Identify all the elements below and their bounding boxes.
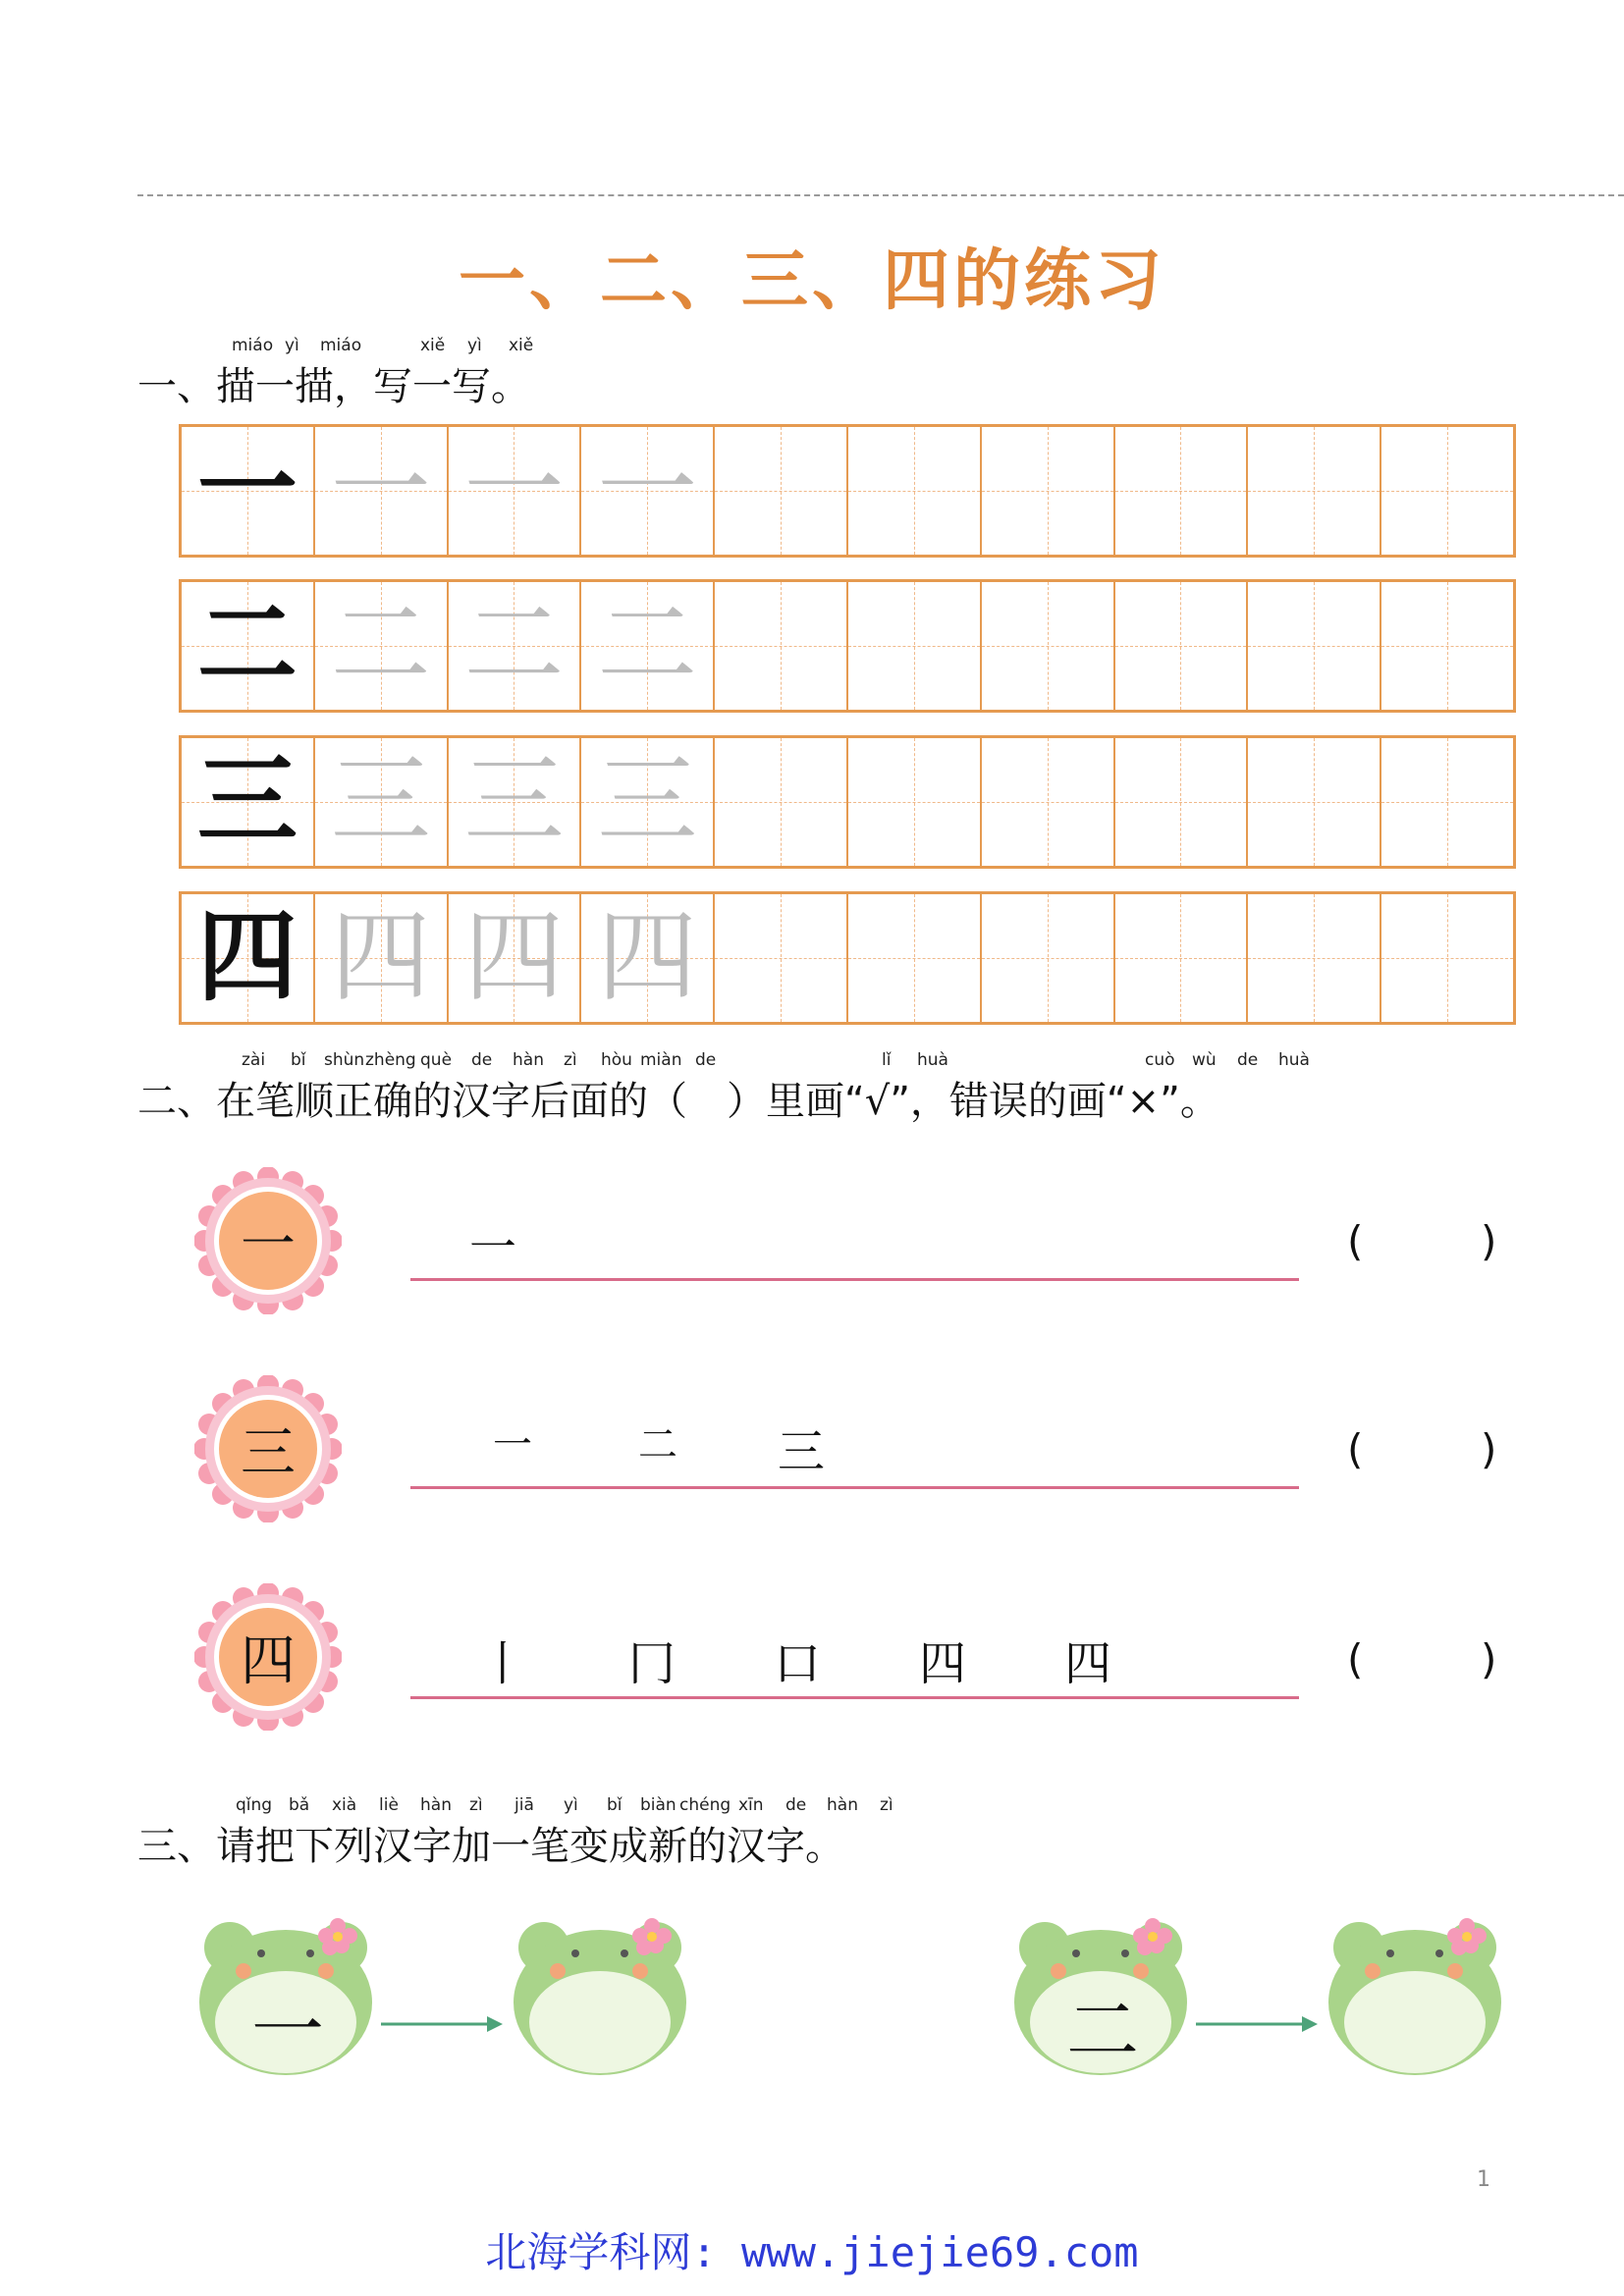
pinyin: zì <box>469 1795 483 1815</box>
pinyin: cuò <box>1145 1050 1175 1070</box>
paren-close: ) <box>1481 1425 1497 1473</box>
trace-char: 一 <box>597 432 698 549</box>
stroke-step: 口 <box>774 1636 822 1691</box>
frog-face-icon <box>507 1906 693 2077</box>
badge-char: 三 <box>241 1421 296 1485</box>
pinyin: de <box>1237 1050 1259 1070</box>
blank-grid-cell[interactable] <box>1381 582 1513 710</box>
answer-underline <box>410 1278 1299 1281</box>
paren-close: ) <box>1481 1217 1497 1265</box>
pinyin: de <box>471 1050 493 1070</box>
answer-underline <box>410 1486 1299 1489</box>
top-dashed-divider <box>137 194 1624 196</box>
stroke-step: 四 <box>919 1636 967 1691</box>
pinyin: què <box>420 1050 453 1070</box>
pinyin: zì <box>564 1050 577 1070</box>
blank-grid-cell[interactable] <box>1248 738 1381 866</box>
trace-char: 二 <box>597 587 698 704</box>
pinyin: miàn <box>640 1050 682 1070</box>
pinyin: hàn <box>513 1050 544 1070</box>
stroke-step: 四 <box>1064 1636 1112 1691</box>
trace-char: 二 <box>330 587 431 704</box>
pinyin: xiě <box>509 336 534 355</box>
blank-grid-cell[interactable] <box>715 427 848 555</box>
stroke-step: 一 <box>469 1220 517 1275</box>
pinyin: xīn <box>738 1795 764 1815</box>
paren-close: ) <box>1481 1635 1497 1683</box>
answer-underline <box>410 1696 1299 1699</box>
stroke-step: 三 <box>778 1424 826 1479</box>
pinyin: zhèng <box>365 1050 416 1070</box>
pinyin: huà <box>917 1050 948 1070</box>
grid-cell <box>581 738 715 866</box>
blank-grid-cell[interactable] <box>848 582 982 710</box>
grid-cell <box>315 894 449 1022</box>
pinyin: yì <box>564 1795 578 1815</box>
stroke-step: 丨 <box>479 1636 527 1691</box>
trace-char: 三 <box>597 743 698 860</box>
stroke-step: 一 <box>493 1422 532 1468</box>
blank-grid-cell[interactable] <box>715 894 848 1022</box>
pinyin: de <box>785 1795 807 1815</box>
paren-open: ( <box>1347 1217 1364 1265</box>
badge-char: 四 <box>241 1629 296 1693</box>
source-char: 一 <box>251 1989 324 2073</box>
frog-face-icon <box>1322 1906 1508 2077</box>
grid-cell <box>581 427 715 555</box>
section3-label: 三、请把下列汉字加一笔变成新的汉字。 <box>137 1824 844 1869</box>
writing-grid-row <box>179 735 1516 869</box>
pinyin: miáo <box>320 336 362 355</box>
trace-char: 一 <box>330 432 431 549</box>
pinyin: zì <box>880 1795 893 1815</box>
model-char: 一 <box>196 432 298 549</box>
page-title: 一、二、三、四的练习 <box>458 242 1165 320</box>
pinyin: liè <box>379 1795 399 1815</box>
source-char: 二 <box>1066 1989 1139 2073</box>
blank-grid-cell[interactable] <box>848 738 982 866</box>
answer-box[interactable] <box>1371 1425 1477 1474</box>
grid-cell <box>182 738 315 866</box>
blank-grid-cell[interactable] <box>1248 427 1381 555</box>
trace-char: 三 <box>463 743 565 860</box>
stroke-steps <box>410 1414 1299 1482</box>
pinyin: chéng <box>679 1795 731 1815</box>
answer-box[interactable] <box>1371 1217 1477 1266</box>
trace-char: 一 <box>463 432 565 549</box>
pinyin: biàn <box>640 1795 677 1815</box>
stroke-steps <box>410 1626 1299 1694</box>
grid-cell <box>182 582 315 710</box>
page-number: 1 <box>1477 2167 1490 2192</box>
stroke-step: 冂 <box>628 1636 677 1691</box>
blank-grid-cell[interactable] <box>715 582 848 710</box>
pinyin: xià <box>332 1795 357 1815</box>
trace-char: 二 <box>463 587 565 704</box>
writing-grid-row <box>179 579 1516 713</box>
grid-cell <box>449 582 582 710</box>
pinyin: de <box>695 1050 717 1070</box>
blank-grid-cell[interactable] <box>982 427 1115 555</box>
paren-open: ( <box>1347 1635 1364 1683</box>
blank-grid-cell[interactable] <box>848 427 982 555</box>
blank-grid-cell[interactable] <box>982 738 1115 866</box>
trace-char: 四 <box>597 899 698 1016</box>
pinyin: lǐ <box>882 1050 892 1070</box>
pinyin: hàn <box>827 1795 858 1815</box>
blank-grid-cell[interactable] <box>982 894 1115 1022</box>
answer-box[interactable] <box>1371 1635 1477 1684</box>
grid-cell <box>449 427 582 555</box>
blank-grid-cell[interactable] <box>982 582 1115 710</box>
blank-grid-cell[interactable] <box>715 738 848 866</box>
blank-grid-cell[interactable] <box>1115 894 1249 1022</box>
model-char: 二 <box>196 587 298 704</box>
grid-cell <box>315 427 449 555</box>
section1-label: 一、描一描，写一写。 <box>137 364 530 409</box>
pinyin: bǐ <box>291 1050 306 1070</box>
section2-label: 二、在笔顺正确的汉字后面的（ ）里画“√”，错误的画“×”。 <box>137 1079 1219 1124</box>
blank-grid-cell[interactable] <box>1248 894 1381 1022</box>
grid-cell <box>581 894 715 1022</box>
blank-grid-cell[interactable] <box>1115 582 1249 710</box>
model-char: 三 <box>196 743 298 860</box>
model-char: 四 <box>196 899 298 1016</box>
grid-cell <box>449 894 582 1022</box>
pinyin: yì <box>285 336 299 355</box>
blank-grid-cell[interactable] <box>1115 427 1249 555</box>
pinyin: yì <box>467 336 482 355</box>
pinyin: miáo <box>232 336 274 355</box>
pinyin: shùn <box>324 1050 365 1070</box>
pinyin: jiā <box>514 1795 534 1815</box>
pinyin: bǐ <box>607 1795 623 1815</box>
grid-cell <box>182 894 315 1022</box>
pinyin: huà <box>1278 1050 1310 1070</box>
stroke-step: 二 <box>638 1422 677 1468</box>
pinyin: wù <box>1192 1050 1217 1070</box>
blank-grid-cell[interactable] <box>1248 582 1381 710</box>
paren-open: ( <box>1347 1425 1364 1473</box>
writing-grid-row <box>179 424 1516 558</box>
blank-grid-cell[interactable] <box>1115 738 1249 866</box>
trace-char: 四 <box>330 899 431 1016</box>
stroke-steps <box>410 1209 1299 1278</box>
trace-char: 四 <box>463 899 565 1016</box>
badge-char: 一 <box>241 1213 296 1277</box>
pinyin: qǐng <box>236 1795 273 1815</box>
trace-char: 三 <box>330 743 431 860</box>
writing-grid-row <box>179 891 1516 1025</box>
pinyin: bǎ <box>289 1795 310 1815</box>
blank-grid-cell[interactable] <box>1381 894 1513 1022</box>
pinyin: xiě <box>420 336 446 355</box>
grid-cell <box>315 582 449 710</box>
pinyin: hàn <box>420 1795 452 1815</box>
arrow-right-icon <box>379 2012 505 2036</box>
pinyin: hòu <box>601 1050 632 1070</box>
blank-grid-cell[interactable] <box>848 894 982 1022</box>
grid-cell <box>581 582 715 710</box>
grid-cell <box>449 738 582 866</box>
blank-grid-cell[interactable] <box>1381 738 1513 866</box>
arrow-right-icon <box>1194 2012 1320 2036</box>
footer-watermark[interactable]: 北海学科网: www.jiejie69.com <box>485 2228 1139 2276</box>
blank-grid-cell[interactable] <box>1381 427 1513 555</box>
grid-cell <box>315 738 449 866</box>
grid-cell <box>182 427 315 555</box>
pinyin: zài <box>242 1050 266 1070</box>
